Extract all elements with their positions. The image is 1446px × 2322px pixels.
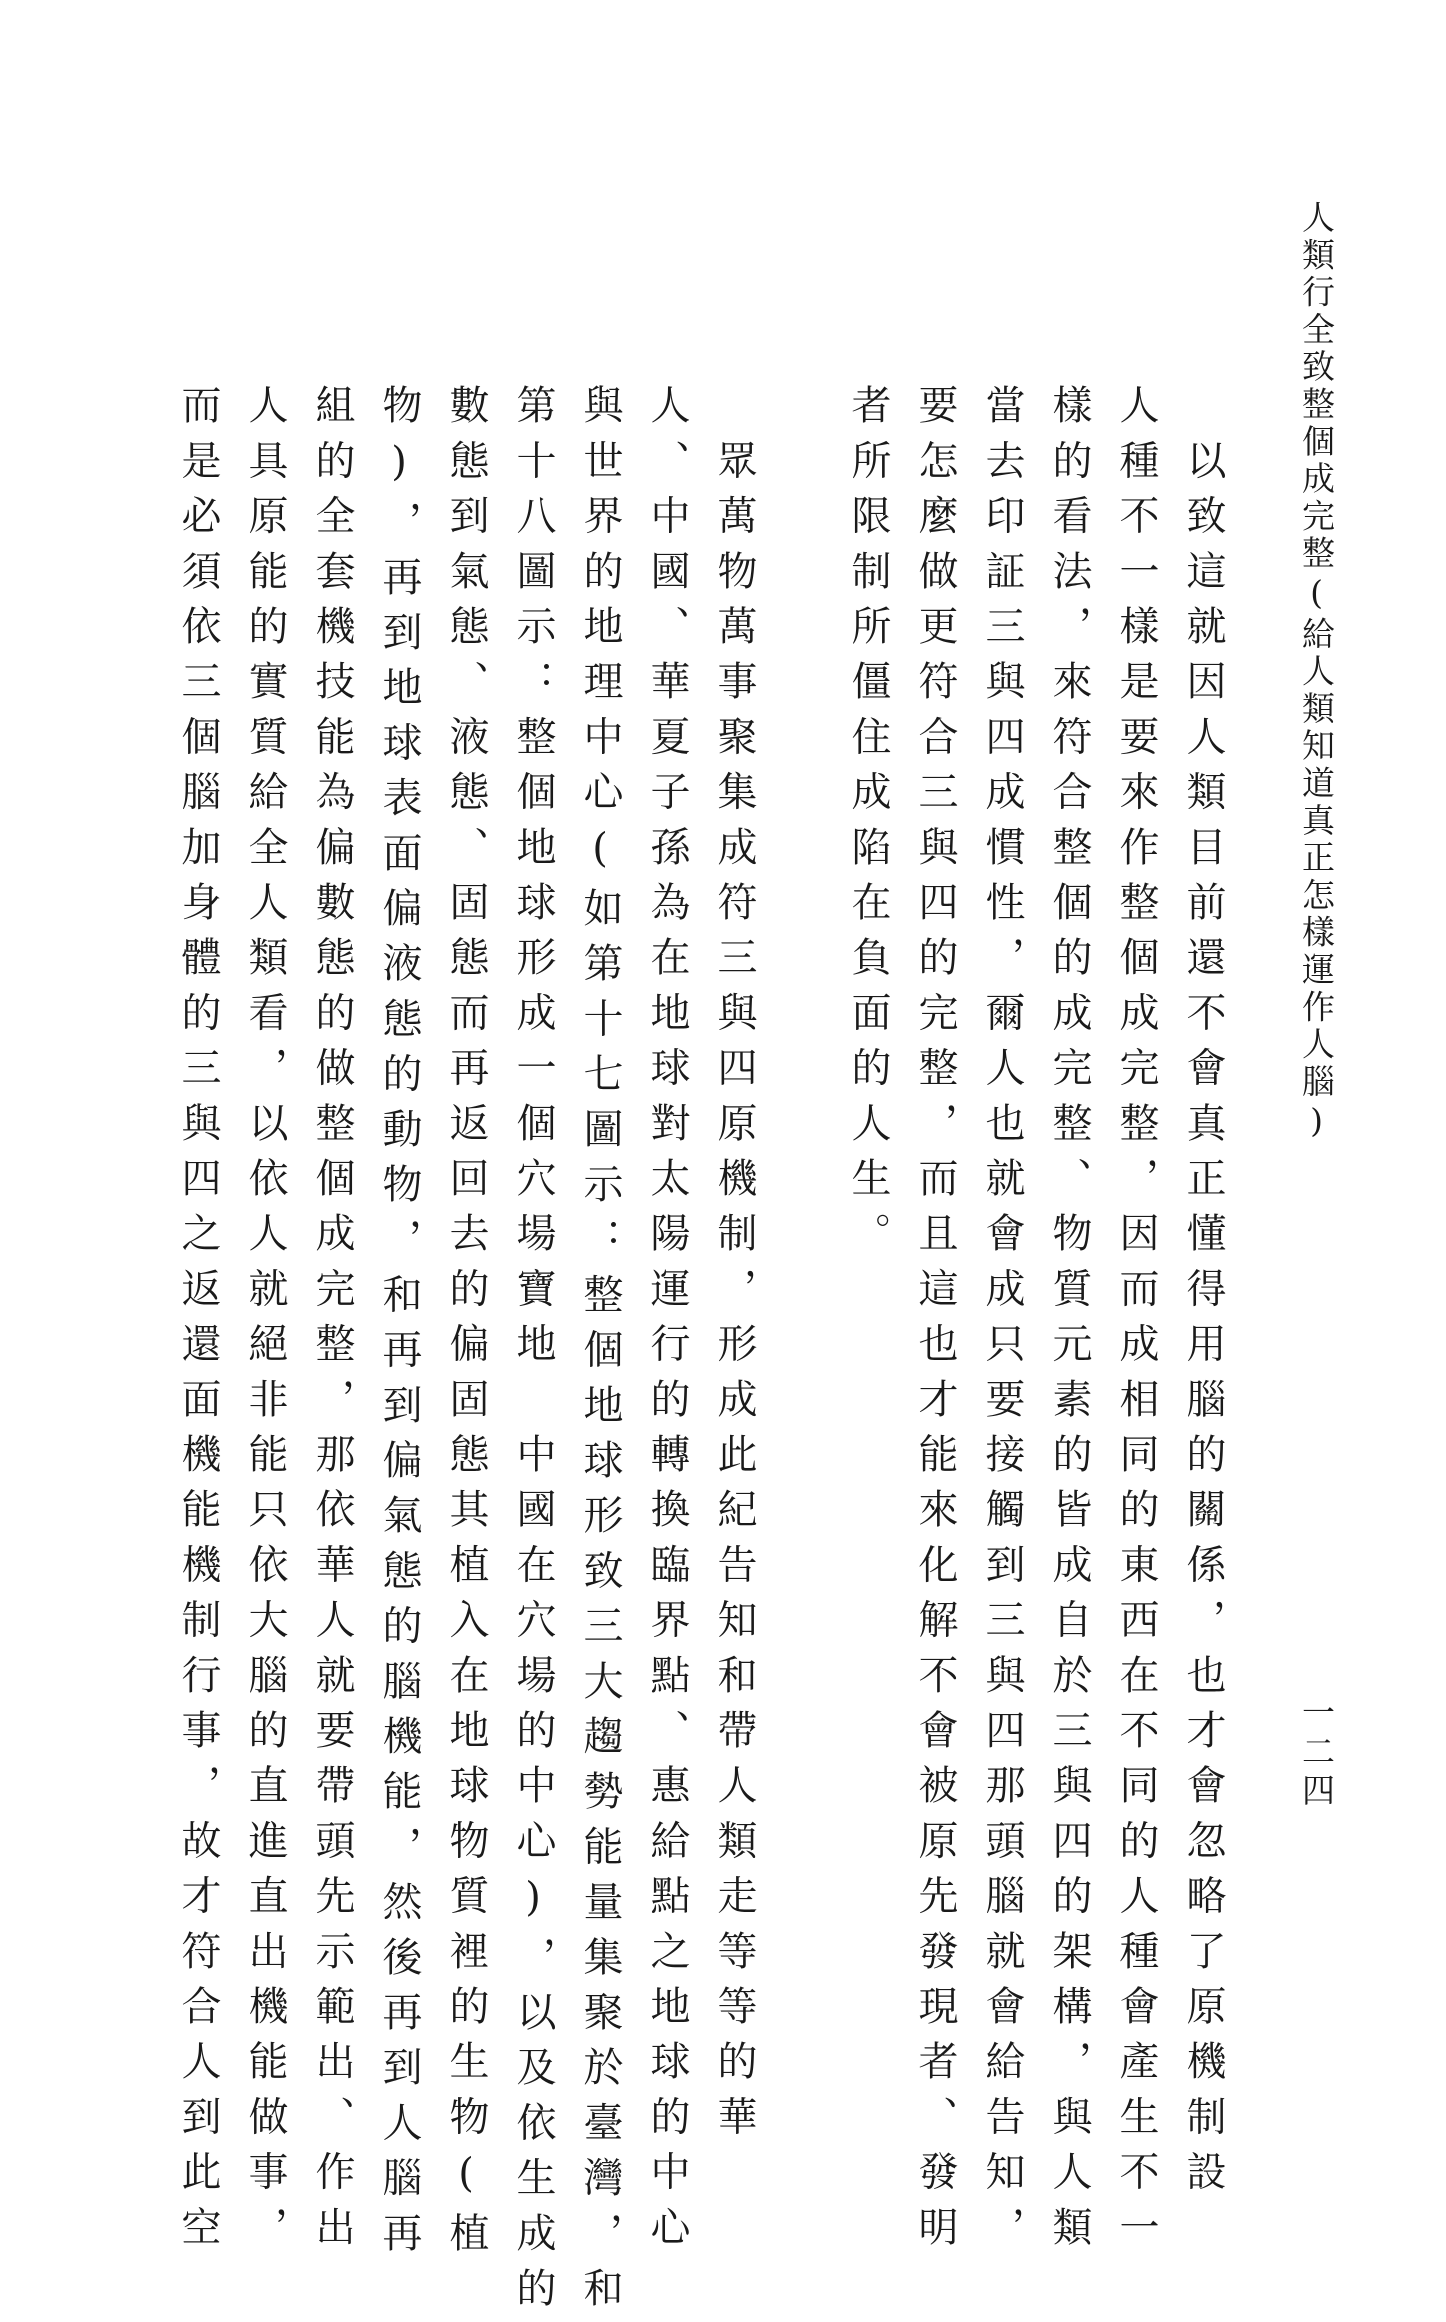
text-column: 樣的看法，來符合整個的成完整、物質元素的皆成自於三與四的架構，與人類 [1046,384,1092,2261]
text-column: 人、中國、華夏子孫為在地球對太陽運行的轉換臨界點、惠給點之地球的中心 [644,384,690,2261]
text-column: 者所限制所僵住成陷在負面的人生。 [845,384,891,1268]
text-column: 數態到氣態、液態、固態而再返回去的偏固態其植入在地球物質裡的生物(植 [443,384,489,2267]
text-column: 眾萬物萬事聚集成符三與四原機制，形成此紀告知和帶人類走等等的華 [711,384,757,2151]
page-number: 一二四 [1297,1695,1336,1812]
text-column: 人種不一樣是要來作整個成完整，因而成相同的東西在不同的人種會產生不一 [1113,384,1159,2261]
text-column: 物)，再到地球表面偏液態的動物，和再到偏氣態的腦機能，然後再到人腦再 [376,384,422,2267]
text-column: 當去印証三與四成慣性，爾人也就會成只要接觸到三與四那頭腦就會給告知， [979,384,1025,2261]
text-column: 與世界的地理中心(如第十七圖示：整個地球形致三大趨勢能量集聚於臺灣，和 [577,384,623,2322]
text-column: 人具原能的實質給全人類看，以依人就絕非能只依大腦的直進直出機能做事， [242,384,288,2261]
text-column: 而是必須依三個腦加身體的三與四之返還面機能機制行事，故才符合人到此空 [175,384,221,2261]
text-column: 要怎麼做更符合三與四的完整，而且這也才能來化解不會被原先發現者、發明 [912,384,958,2261]
running-header-title: 人類行全致整個成完整(給人類知道真正怎樣運作人腦) [1297,200,1336,1145]
text-column: 第十八圖示：整個地球形成一個穴場寶地 中國在穴場的中心)，以及依生成的 [510,384,556,2322]
text-column: 以致這就因人類目前還不會真正懂得用腦的關係，也才會忽略了原機制設 [1180,384,1226,2206]
text-column: 組的全套機技能為偏數態的做整個成完整，那依華人就要帶頭先示範出、作出 [309,384,355,2261]
